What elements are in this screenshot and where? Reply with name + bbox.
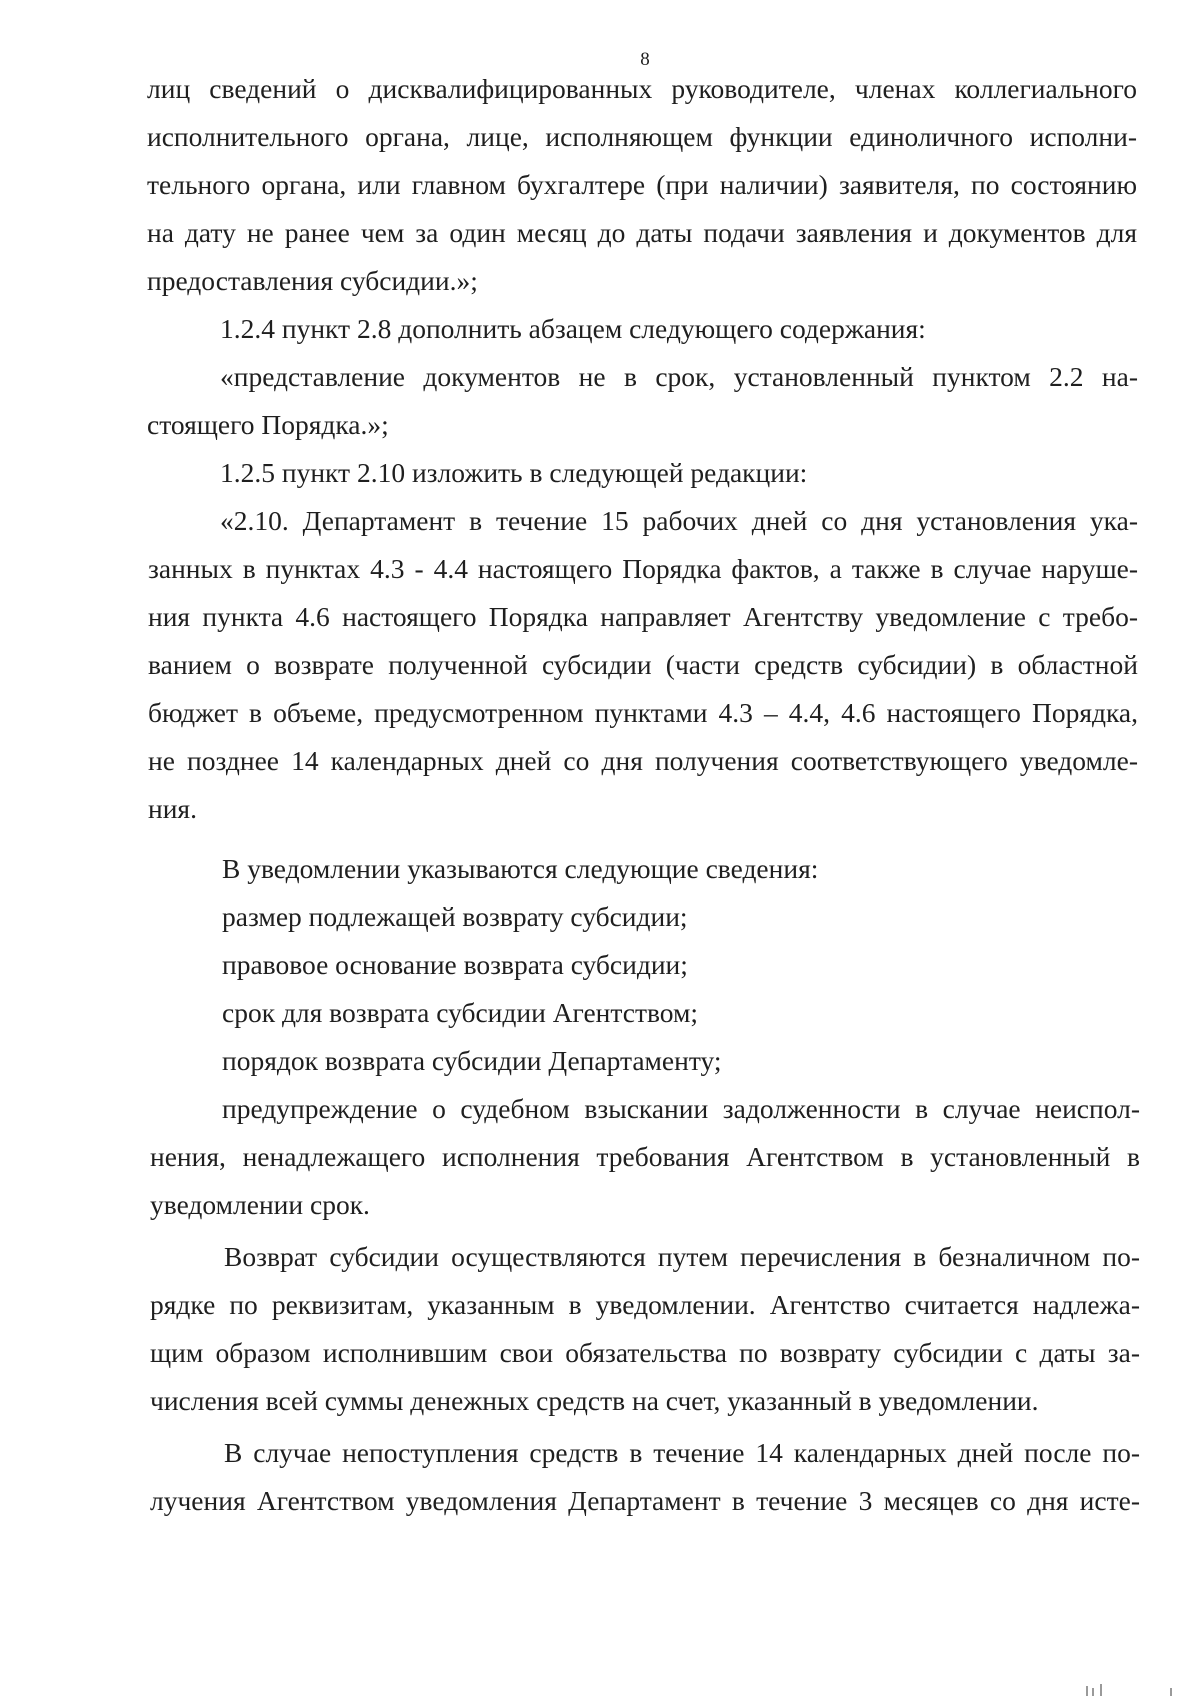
text-line: рядке по реквизитам, указанным в уведомлении. Агентство считается надлежа- <box>150 1289 1140 1320</box>
text-line: тельного органа, или главном бухгалтере (при наличии) заявителя, по состоянию <box>147 169 1137 200</box>
text-line: ния пункта 4.6 настоящего Порядка направляет Агентству уведомление с требо- <box>148 601 1138 632</box>
text-line: числения всей суммы денежных средств на счет, указанный в уведомлении. <box>150 1385 1039 1416</box>
text-line: предоставления субсидии.»; <box>147 265 478 296</box>
text-line: порядок возврата субсидии Департаменту; <box>222 1045 722 1076</box>
text-line: стоящего Порядка.»; <box>147 409 389 440</box>
text-line: 1.2.5 пункт 2.10 изложить в следующей редакции: <box>220 457 808 488</box>
text-line: В случае непоступления средств в течение 14 календарных дней после по- <box>224 1437 1140 1468</box>
text-line: уведомлении срок. <box>150 1189 370 1220</box>
text-line: срок для возврата субсидии Агентством; <box>222 997 699 1028</box>
text-line: «представление документов не в срок, установленный пунктом 2.2 на- <box>220 361 1138 392</box>
text-line: исполнительного органа, лице, исполняющем функции единоличного исполни- <box>147 121 1137 152</box>
text-line: Возврат субсидии осуществляются путем перечисления в безналичном по- <box>224 1241 1140 1272</box>
scan-artifact <box>1092 1688 1094 1696</box>
text-line: размер подлежащей возврату субсидии; <box>222 901 688 932</box>
scan-artifact <box>1170 1688 1172 1696</box>
text-line: ния. <box>148 793 197 824</box>
page-number: 8 <box>640 49 650 70</box>
scan-artifact <box>1100 1684 1102 1696</box>
text-line: В уведомлении указываются следующие сведения: <box>222 853 819 884</box>
scan-artifact <box>1086 1686 1088 1696</box>
text-line: лиц сведений о дисквалифицированных руководителе, членах коллегиального <box>147 73 1137 104</box>
text-line: предупреждение о судебном взыскании задолженности в случае неиспол- <box>222 1093 1140 1124</box>
text-line: нения, ненадлежащего исполнения требования Агентством в установленный в <box>150 1141 1140 1172</box>
text-line: ванием о возврате полученной субсидии (части средств субсидии) в областной <box>148 649 1138 680</box>
text-line: правовое основание возврата субсидии; <box>222 949 688 980</box>
text-line: занных в пунктах 4.3 - 4.4 настоящего Порядка фактов, а также в случае наруше- <box>148 553 1138 584</box>
text-line: «2.10. Департамент в течение 15 рабочих дней со дня установления ука- <box>220 505 1138 536</box>
text-line: не позднее 14 календарных дней со дня получения соответствующего уведомле- <box>148 745 1138 776</box>
text-line: бюджет в объеме, предусмотренном пунктами 4.3 – 4.4, 4.6 настоящего Порядка, <box>148 697 1138 728</box>
text-line: лучения Агентством уведомления Департамент в течение 3 месяцев со дня исте- <box>150 1485 1140 1516</box>
text-line: на дату не ранее чем за один месяц до даты подачи заявления и документов для <box>147 217 1137 248</box>
text-line: 1.2.4 пункт 2.8 дополнить абзацем следующего содержания: <box>220 313 926 344</box>
text-line: щим образом исполнившим свои обязательства по возврату субсидии с даты за- <box>150 1337 1140 1368</box>
